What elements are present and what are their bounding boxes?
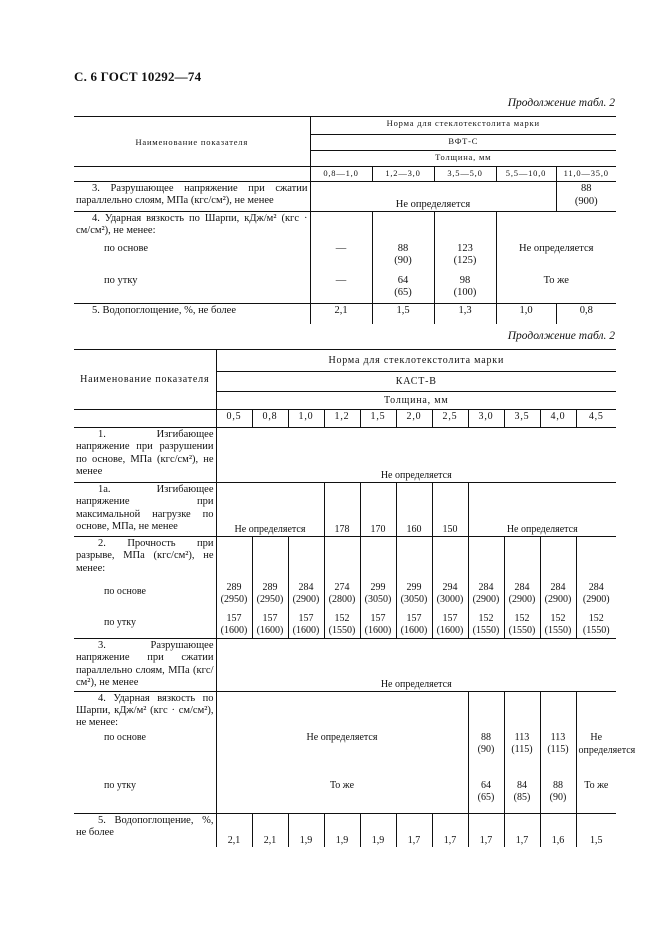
table2-row4b-value: 88 bbox=[553, 780, 563, 791]
table1-thickness: 1,2—3,0 bbox=[372, 167, 434, 182]
table2-row4b-subvalue: (65) bbox=[477, 792, 495, 803]
table1-thickness: 11,0—35,0 bbox=[563, 168, 609, 178]
table2-thickness: 4,5 bbox=[588, 411, 604, 422]
table2-row2a-cell bbox=[288, 577, 324, 607]
table2-thickness: 2,5 bbox=[432, 410, 468, 428]
table2-row4a-subvalue: (115) bbox=[547, 744, 569, 755]
table2-row2a-cell bbox=[504, 577, 540, 607]
table2-row2a-cell bbox=[396, 577, 432, 607]
table2-param-header: Наименование показателя bbox=[74, 350, 216, 410]
table2-row5-value: 1,7 bbox=[504, 813, 540, 847]
table2-row2a-subvalue: (2900) bbox=[508, 593, 536, 605]
table2-thickness-spacer bbox=[74, 410, 216, 428]
table2-row4a-label: по основе bbox=[74, 731, 216, 779]
table2-row4b-label: по утку bbox=[74, 779, 216, 813]
table2-row4a-value: 113 bbox=[514, 732, 530, 743]
table2-row2b-cell bbox=[324, 607, 360, 639]
table2-row2a-subvalue: (3000) bbox=[436, 593, 464, 605]
table1-row4b-subvalue: (65) bbox=[394, 287, 412, 299]
table2-row5-value: 2,1 bbox=[216, 813, 252, 847]
table2-row2b-subvalue: (1600) bbox=[220, 625, 248, 636]
table2-row2a-value: 289 bbox=[226, 581, 242, 593]
table1-row4a-subvalue: (125) bbox=[453, 255, 477, 267]
table2-row2b-cell bbox=[576, 607, 616, 639]
table2-row5-value: 1,6 bbox=[540, 813, 576, 847]
table2-thickness: 0,5 bbox=[216, 410, 252, 428]
table1-row4b-subvalue: (100) bbox=[453, 287, 477, 299]
table2-row1a-value: 150 bbox=[432, 483, 468, 537]
table1-row5-label: 5. Водопоглощение, %, не более bbox=[74, 304, 310, 324]
table2-row5-value: 1,7 bbox=[468, 813, 504, 847]
table2-row1-label: 1. Изгибающее напряжение при разрушении по основе, МПа (кгс/см²), не менее bbox=[74, 428, 216, 483]
table2-row2a-value: 299 bbox=[406, 581, 422, 593]
table2-row4b-value: 64 bbox=[481, 780, 491, 791]
table2-thickness: 1,5 bbox=[360, 410, 396, 428]
table2 bbox=[74, 349, 636, 847]
table1-row5-value: 2,1 bbox=[310, 304, 372, 324]
table2-row2a-subvalue: (3050) bbox=[364, 593, 392, 605]
table2-row2b-cell bbox=[360, 607, 396, 639]
table2-row3-label: 3. Разрушающее напряжение при сжатии параллельно слоям, МПа (кгс/см²), не менее bbox=[74, 639, 216, 692]
table1-row4b-value: 98 bbox=[459, 274, 471, 286]
table1-row3-subvalue: (900) bbox=[574, 195, 598, 207]
table2-row4a-value: 113 bbox=[550, 732, 566, 743]
table1-row5-value: 1,5 bbox=[372, 304, 434, 324]
table2-row2b-subvalue: (1550) bbox=[508, 625, 536, 636]
table1-row4a-not-determined: Не определяется bbox=[519, 242, 594, 254]
table2-row1a-not-determined-left: Не определяется bbox=[216, 483, 324, 537]
table2-row2b-label: по утку bbox=[74, 607, 216, 639]
table2-row2a-subvalue: (2950) bbox=[220, 593, 248, 605]
table2-row2b-subvalue: (1550) bbox=[582, 625, 610, 636]
table2-row2b-subvalue: (1600) bbox=[400, 625, 428, 636]
table2-thickness: 3,5 bbox=[504, 410, 540, 428]
table2-row2b-subvalue: (1600) bbox=[436, 625, 464, 636]
table2-row5-value: 1,9 bbox=[360, 813, 396, 847]
table2-row2b-subvalue: (1600) bbox=[364, 625, 392, 636]
table2-row2a-value: 284 bbox=[298, 581, 314, 593]
table1-brand: ВФТ-С bbox=[310, 135, 616, 151]
table1-row4-label: 4. Ударная вязкость по Шарпи, кДж/м² (кгс · см/см²), не менее: bbox=[74, 212, 310, 242]
table2-row2a-cell bbox=[540, 577, 576, 607]
table2-row2a-value: 294 bbox=[442, 581, 458, 593]
table2-row2b-value: 157 bbox=[226, 613, 242, 624]
table2-thickness-label: Толщина, мм bbox=[216, 392, 616, 410]
table2-row2a-cell bbox=[576, 577, 616, 607]
table1-row4a-subvalue: (90) bbox=[394, 255, 412, 267]
table2-row4a-not-determined: Не определяется bbox=[216, 731, 468, 779]
table2-row2a-value: 284 bbox=[478, 581, 494, 593]
table2-row4a-subvalue: (115) bbox=[511, 744, 533, 755]
table2-row1a-not-determined-right: Не определяется bbox=[506, 524, 578, 535]
table1-row3-label: 3. Разрушающее напряжение при сжатии параллельно слоям, МПа (кгс/см²), не менее bbox=[74, 182, 310, 212]
table2-row2a-cell bbox=[324, 577, 360, 607]
table2-row2-label: 2. Прочность при разрыве, МПа (кгс/см²), не менее: bbox=[74, 537, 216, 577]
table1-row4a-label: по основе bbox=[74, 242, 310, 274]
table1-row4b-label: по утку bbox=[74, 274, 310, 304]
table2-row2b-subvalue: (1550) bbox=[472, 625, 500, 636]
table1-row4b-value: 64 bbox=[397, 274, 409, 286]
table1-row5-value: 1,0 bbox=[496, 304, 556, 324]
table2-row2b-value: 157 bbox=[442, 613, 458, 624]
table2-row2b-value: 152 bbox=[334, 613, 350, 624]
table2-row2b-subvalue: (1550) bbox=[328, 625, 356, 636]
table2-row2a-subvalue: (2950) bbox=[256, 593, 284, 605]
table2-row2b-value: 157 bbox=[406, 613, 422, 624]
table2-row2a-cell bbox=[432, 577, 468, 607]
table2-row2a-subvalue: (2900) bbox=[544, 593, 572, 605]
table2-row1a-label: 1а. Изгибающее напряжение при максимальной нагрузке по основе, МПа, не менее bbox=[74, 483, 216, 537]
table1-row3-value: 88 bbox=[581, 183, 592, 194]
table2-row1a-value: 178 bbox=[324, 483, 360, 537]
table2-thickness: 4,0 bbox=[540, 410, 576, 428]
table2-row2b-value: 152 bbox=[478, 613, 494, 624]
table2-row2b-cell bbox=[504, 607, 540, 639]
table2-row4b-subvalue: (90) bbox=[549, 792, 567, 803]
table2-row1a-value: 170 bbox=[360, 483, 396, 537]
table1-row4a-value: — bbox=[310, 242, 372, 274]
table2-row2b-value: 152 bbox=[514, 613, 530, 624]
table2-row2b-cell bbox=[216, 607, 252, 639]
table1-thickness: 3,5—5,0 bbox=[434, 167, 496, 182]
table2-row2a-subvalue: (2800) bbox=[328, 593, 356, 605]
table1-row5-value: 0,8 bbox=[579, 305, 593, 316]
table1-row4b-same: То же bbox=[543, 274, 569, 286]
table2-row5-value: 1,9 bbox=[288, 813, 324, 847]
table2-thickness: 0,8 bbox=[252, 410, 288, 428]
table2-row4-label: 4. Ударная вязкость по Шарпи, кДж/м² (кгс · см/см²), не менее: bbox=[74, 691, 216, 731]
table1-thickness: 0,8—1,0 bbox=[310, 167, 372, 182]
table1-row5-value: 1,3 bbox=[434, 304, 496, 324]
table2-row2b-cell bbox=[540, 607, 576, 639]
table2-row2a-value: 284 bbox=[514, 581, 530, 593]
table2-row1a-value: 160 bbox=[396, 483, 432, 537]
table1-thickness: 5,5—10,0 bbox=[496, 167, 556, 182]
table2-row2a-subvalue: (2900) bbox=[472, 593, 500, 605]
table2-row5-label: 5. Водопоглощение, %, не более bbox=[74, 813, 216, 847]
table2-row2a-cell bbox=[360, 577, 396, 607]
table2-thickness: 2,0 bbox=[396, 410, 432, 428]
table1-norm-header: Норма для стеклотекстолита марки bbox=[310, 117, 616, 135]
table2-row2a-value: 289 bbox=[262, 581, 278, 593]
table1-row4a-value: 88 bbox=[397, 242, 409, 254]
table1-param-header: Наименование показателя bbox=[74, 117, 310, 167]
table2-row2a-subvalue: (3050) bbox=[400, 593, 428, 605]
table2-row2b-value: 157 bbox=[262, 613, 278, 624]
table2-row2b-cell bbox=[468, 607, 504, 639]
table2-row5-value: 1,5 bbox=[590, 835, 603, 846]
table2-continuation: Продолжение табл. 2 bbox=[507, 330, 615, 342]
table2-row2a-subvalue: (2900) bbox=[292, 593, 320, 605]
table1-row4a-value: 123 bbox=[457, 242, 473, 254]
table2-row4b-value: 84 bbox=[517, 780, 527, 791]
table1-row4b-value: — bbox=[310, 274, 372, 304]
table2-thickness: 1,2 bbox=[324, 410, 360, 428]
table1-thickness-label: Толщина, мм bbox=[310, 151, 616, 167]
table2-row2b-subvalue: (1600) bbox=[256, 625, 284, 636]
table2-row2b-cell bbox=[432, 607, 468, 639]
table2-row2b-cell bbox=[396, 607, 432, 639]
table2-row2b-value: 157 bbox=[370, 613, 386, 624]
table2-row5-value: 1,9 bbox=[324, 813, 360, 847]
table2-row2b-subvalue: (1550) bbox=[544, 625, 572, 636]
table2-row2b-cell bbox=[252, 607, 288, 639]
table2-row2a-value: 284 bbox=[550, 581, 566, 593]
table2-norm-header: Норма для стеклотекстолита марки bbox=[216, 350, 616, 372]
table2-row2b-value: 157 bbox=[298, 613, 314, 624]
table2-row3-not-determined: Не определяется bbox=[380, 678, 452, 690]
table2-row2b-value: 152 bbox=[550, 613, 566, 624]
table2-row5-value: 1,7 bbox=[432, 813, 468, 847]
table2-row2a-value: 299 bbox=[370, 581, 386, 593]
table2-row2b-subvalue: (1600) bbox=[292, 625, 320, 636]
table2-row1-not-determined: Не определяется bbox=[380, 470, 452, 481]
table2-row2a-cell bbox=[216, 577, 252, 607]
table2-row2a-cell bbox=[468, 577, 504, 607]
table2-row4b-subvalue: (85) bbox=[513, 792, 531, 803]
table1-row3-not-determined: Не определяется bbox=[310, 182, 556, 212]
table1-continuation: Продолжение табл. 2 bbox=[507, 97, 615, 109]
table2-row5-value: 1,7 bbox=[396, 813, 432, 847]
table2-row2a-value: 284 bbox=[588, 581, 604, 593]
table2-row2b-cell bbox=[288, 607, 324, 639]
table1 bbox=[74, 116, 616, 324]
table2-row4b-last: То же bbox=[584, 780, 609, 791]
table2-row2a-label: по основе bbox=[74, 577, 216, 607]
table2-thickness: 3,0 bbox=[468, 410, 504, 428]
table2-row4a-value: 88 bbox=[481, 732, 491, 743]
table2-row2a-value: 274 bbox=[334, 581, 350, 593]
table2-row2b-value: 152 bbox=[588, 613, 604, 624]
table2-row4a-last: Не определяется bbox=[578, 732, 636, 756]
table2-thickness: 1,0 bbox=[288, 410, 324, 428]
table2-row2a-cell bbox=[252, 577, 288, 607]
page-header: С. 6 ГОСТ 10292—74 bbox=[74, 69, 202, 84]
table2-brand: КАСТ-В bbox=[216, 372, 616, 392]
table2-row2a-subvalue: (2900) bbox=[582, 593, 610, 605]
table2-row4b-same: То же bbox=[216, 779, 468, 813]
table2-row4a-subvalue: (90) bbox=[477, 744, 495, 755]
table2-row5-value: 2,1 bbox=[252, 813, 288, 847]
